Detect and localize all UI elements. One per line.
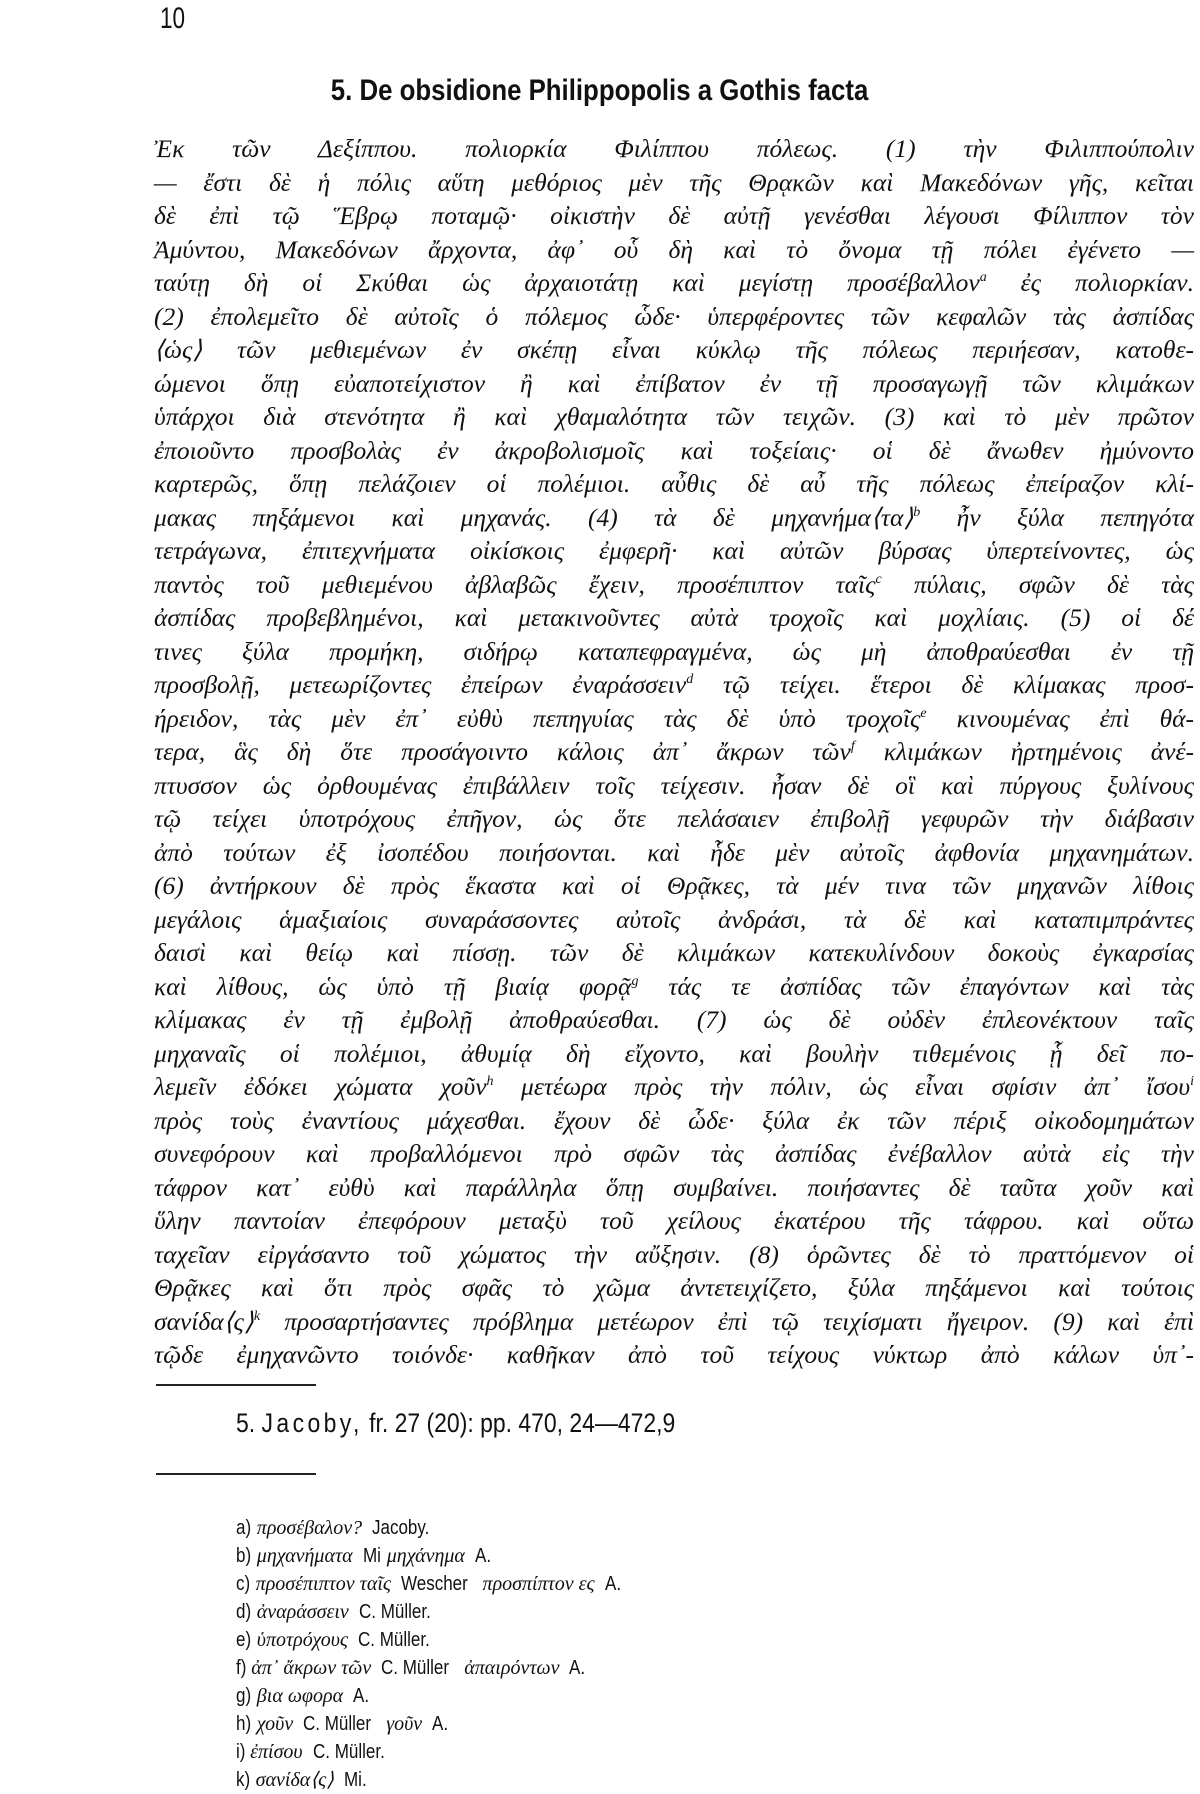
text-line — [154, 1037, 1194, 1071]
text-segment: τῷ τείχει. ἕτεροι δὲ κλίμακας προσ- — [693, 670, 1194, 699]
text-line — [154, 534, 1194, 568]
text-segment: μετέωρα πρὸς τὴν πόλιν, ὡς εἶναι σφίσιν ἀπ᾽ ἴσου — [493, 1072, 1191, 1101]
text-segment: Ἀμύντου, Μακεδόνων ἄρχοντα, ἀφ᾽ οὗ δὴ καὶ τὸ ὄνομα τῇ πόλει ἐγένετο — — [154, 234, 1194, 264]
footnote-source: Mi. — [343, 1769, 367, 1791]
footnote-source: A. — [432, 1713, 449, 1735]
footnote-label: c) — [236, 1573, 251, 1595]
footnote-reading: ὑποτρόχους — [256, 1629, 349, 1651]
text-segment: λεμεῖν ἐδόκει χώματα χοῦν — [154, 1072, 487, 1101]
text-segment: ἀσπίδας προβεβλημένοι, καὶ μετακινοῦντες αὐτὰ τροχοῖς καὶ μοχλίαις. (5) οἱ δέ — [154, 603, 1194, 632]
footnote-source: A. — [604, 1573, 621, 1595]
footnote-label: d) — [236, 1601, 252, 1623]
footnote-reading: χοῦν — [256, 1713, 294, 1735]
footnote-marker: f — [850, 739, 855, 754]
text-segment: — ἔστι δὲ ἡ πόλις αὕτη μεθόριος μὲν τῆς Θρᾳκῶν καὶ Μακεδόνων γῆς, κεῖται — [154, 167, 1194, 197]
footnote-marker: g — [631, 973, 639, 989]
footnote-marker: c — [875, 571, 882, 587]
text-line — [154, 903, 1194, 937]
footnote-source: A. — [569, 1657, 586, 1679]
footnote-reading: βια ωφορα — [256, 1685, 344, 1707]
text-segment: καρτερῶς, ὅπῃ πελάζοιεν οἱ πολέμιοι. αὖθις δὲ αὖ τῆς πόλεως ἐπείραζον κλί- — [154, 469, 1194, 498]
source-author: Jacoby, — [261, 1408, 363, 1438]
text-segment: παντὸς τοῦ μεθιεμένου ἀβλαβῶς ἔχειν, προσέπιπτον ταῖς — [154, 569, 876, 599]
text-segment: δαισὶ καὶ θείῳ καὶ πίσσῃ. τῶν δὲ κλιμάκων κατεκυλίνδουν δοκοὺς ἐγκαρσίας — [154, 938, 1194, 967]
source-reference — [236, 1408, 675, 1439]
text-line — [154, 802, 1194, 836]
footnote-source: Mi — [362, 1545, 381, 1567]
footnote — [236, 1654, 622, 1682]
footnote-label: g) — [236, 1685, 252, 1707]
text-line — [154, 501, 1194, 535]
text-line — [154, 702, 1194, 736]
footnote-marker: d — [686, 672, 694, 687]
footnote-source: Wescher — [401, 1573, 468, 1595]
text-line — [154, 166, 1194, 200]
footnote — [236, 1738, 622, 1766]
footnote-reading: μηχάνημα — [386, 1545, 465, 1567]
text-segment: τινες ξύλα προμήκη, σιδήρῳ καταπεφραγμένα, ὡς μὴ ἀποθραύεσθαι ἐν τῇ — [154, 636, 1194, 666]
text-line — [154, 668, 1194, 702]
text-segment: προσαρτήσαντες πρόβλημα μετέωρον ἐπὶ τῷ τειχίσματι ἤγειρον. (9) καὶ ἐπὶ — [260, 1306, 1194, 1336]
footnote-reading: ἀπαιρόντων — [464, 1657, 560, 1679]
text-segment: κλίμακας ἐν τῇ ἐμβολῇ ἀποθραύεσθαι. (7) ὡς δὲ οὐδὲν ἐπλεονέκτουν ταῖς — [154, 1005, 1194, 1034]
text-segment: τάφρον κατ᾽ εὐθὺ καὶ παράλληλα ὅπῃ συμβαίνει. ποιήσαντες δὲ ταῦτα χοῦν καὶ — [154, 1172, 1194, 1202]
footnote-label: f) — [236, 1657, 247, 1679]
text-line — [154, 132, 1194, 166]
footnote-reading: προσπίπτον ες — [482, 1573, 595, 1595]
text-segment: μηχαναῖς οἱ πολέμιοι, ἀθυμίᾳ δὴ εἴχοντο, καὶ βουλὴν τιθεμένοις ᾗ δεῖ πο- — [154, 1038, 1194, 1068]
footnote — [236, 1570, 622, 1598]
greek-text-body — [154, 132, 1194, 1372]
text-segment: προσβολῇ, μετεωρίζοντες ἐπείρων ἐναράσσειν — [154, 670, 687, 699]
footnote-marker: i — [1190, 1074, 1194, 1089]
footnote-marker: b — [913, 504, 921, 520]
text-segment: κλιμάκων ἠρτημένοις ἀνέ- — [854, 737, 1195, 766]
text-line — [154, 635, 1194, 669]
apparatus-footnotes — [236, 1514, 622, 1794]
text-line — [154, 836, 1194, 870]
text-line — [154, 199, 1194, 233]
text-segment: κινουμένας ἐπὶ θά- — [926, 703, 1194, 733]
footnote-marker: e — [920, 705, 927, 721]
text-line — [154, 869, 1194, 903]
footnote-reading: γοῦν — [386, 1713, 423, 1735]
text-segment: Θρᾷκες καὶ ὅτι πρὸς σφᾶς τὸ χῶμα ἀντετειχίζετο, ξύλα πηξάμενοι καὶ τούτοις — [154, 1273, 1194, 1302]
footnote-label: b) — [236, 1545, 252, 1567]
text-line — [154, 266, 1194, 300]
text-line — [154, 333, 1194, 367]
footnote — [236, 1682, 622, 1710]
text-segment: τῷδε ἐμηχανῶντο τοιόνδε· καθῆκαν ἀπὸ τοῦ τείχους νύκτωρ ἀπὸ κάλων ὑπ᾽- — [154, 1340, 1194, 1369]
text-segment: ἦν ξύλα πεπηγότα — [920, 502, 1194, 532]
footnote-marker: a — [979, 270, 987, 285]
text-segment: τῷ τείχει ὑποτρόχους ἐπῆγον, ὡς ὅτε πελάσαιεν ἐπιβολῇ γεφυρῶν τὴν διάβασιν — [154, 804, 1194, 833]
text-line — [154, 434, 1194, 468]
footnote-reading: ἀναράσσειν — [256, 1601, 349, 1623]
divider — [156, 1473, 316, 1475]
text-line — [154, 1070, 1194, 1104]
text-line — [154, 1238, 1194, 1272]
text-segment: σανίδα⟨ς⟩ — [154, 1306, 254, 1336]
page-number: 10 — [160, 2, 186, 35]
footnote-label: e) — [236, 1629, 252, 1651]
text-segment: ἀπὸ τούτων ἐξ ἰσοπέδου ποιήσονται. καὶ ἧδε μὲν αὐτοῖς ἀφθονία μηχανημάτων. — [154, 837, 1194, 867]
section-title — [0, 74, 1200, 108]
footnote-source: C. Müller. — [312, 1741, 385, 1763]
text-segment: (2) ἐπολεμεῖτο δὲ αὐτοῖς ὁ πόλεμος ὧδε· ὑπερφέροντες τῶν κεφαλῶν τὰς ἀσπίδας — [154, 301, 1194, 331]
footnote-reading: προσέπιπτον ταῖς — [255, 1573, 391, 1595]
footnote-source: A. — [353, 1685, 370, 1707]
text-segment: τερα, ἃς δὴ ὅτε προσάγοιντο κάλοις ἀπ᾽ ἄκρων τῶν — [154, 737, 851, 766]
footnote-reading: προσέβαλον? — [256, 1517, 363, 1539]
text-segment: ώμενοι ὅπῃ εὐαποτείχιστον ἢ καὶ ἐπίβατον ἐν τῇ προσαγωγῇ τῶν κλιμάκων — [154, 368, 1194, 398]
text-segment: ήρειδον, τὰς μὲν ἐπ᾽ εὐθὺ πεπηγυίας τὰς δὲ ὑπὸ τροχοῖς — [154, 703, 921, 733]
text-line — [154, 1305, 1194, 1339]
text-line — [154, 1204, 1194, 1238]
text-line — [154, 400, 1194, 434]
text-line — [154, 936, 1194, 970]
text-line — [154, 300, 1194, 334]
footnote-source: A. — [474, 1545, 492, 1567]
text-segment: ⟨ὡς⟩ τῶν μεθιεμένων ἐν σκέπῃ εἶναι κύκλῳ τῆς πόλεως περιήεσαν, κατοθε- — [154, 335, 1194, 364]
text-line — [154, 1171, 1194, 1205]
divider — [156, 1384, 316, 1386]
footnote-label: a) — [236, 1517, 252, 1539]
footnote-reading: σανίδα⟨ς⟩ — [255, 1769, 334, 1791]
text-line — [154, 601, 1194, 635]
footnote-reading: ἐπίσου — [250, 1741, 303, 1763]
footnote-reading: ἀπ᾽ ἄκρων τῶν — [251, 1657, 372, 1679]
text-line — [154, 568, 1194, 602]
text-segment: ἐποιοῦντο προσβολὰς ἐν ἀκροβολισμοῖς καὶ τοξείαις· οἱ δὲ ἄνωθεν ἠμύνοντο — [154, 435, 1194, 465]
footnote-label: i) — [236, 1741, 246, 1763]
footnote-source: C. Müller. — [358, 1601, 431, 1623]
footnote-source: C. Müller — [303, 1713, 372, 1735]
footnote — [236, 1626, 622, 1654]
footnote-marker: k — [253, 1308, 261, 1324]
text-line — [154, 769, 1194, 803]
footnote-marker: h — [486, 1074, 494, 1089]
text-segment: μεγάλοις ἁμαξιαίοις συναράσσοντες αὐτοῖς ἀνδράσι, τὰ δὲ καὶ καταπιμπράντες — [154, 904, 1194, 934]
text-line — [154, 233, 1194, 267]
text-line — [154, 367, 1194, 401]
text-line — [154, 1137, 1194, 1171]
text-line — [154, 1271, 1194, 1305]
text-segment: τετράγωνα, ἐπιτεχνήματα οἰκίσκοις ἐμφερῆ· καὶ αὐτῶν βύρσας ὑπερτείνοντες, ὡς — [154, 536, 1194, 565]
footnote — [236, 1542, 622, 1570]
text-line — [154, 1338, 1194, 1372]
source-number: 5. — [236, 1408, 256, 1438]
footnote-reading: μηχανήματα — [256, 1545, 353, 1567]
text-line — [154, 735, 1194, 769]
text-line — [154, 1104, 1194, 1138]
footnote — [236, 1514, 622, 1542]
footnote — [236, 1598, 622, 1626]
text-segment: πτυσσον ὡς ὀρθουμένας ἐπιβάλλειν τοῖς τείχεσιν. ἦσαν δὲ οἳ καὶ πύργους ξυλίνους — [154, 770, 1194, 800]
footnote-label: h) — [236, 1713, 252, 1735]
footnote-source: C. Müller. — [358, 1629, 430, 1651]
text-line — [154, 467, 1194, 501]
text-segment: Ἐκ τῶν Δεξίππου. πολιορκία Φιλίππου πόλεως. (1) τὴν Φιλιππούπολιν — [154, 134, 1194, 163]
text-line — [154, 1003, 1194, 1037]
text-line — [154, 970, 1194, 1004]
section-title-text: 5. De obsidione Philippopolis a Gothis facta — [331, 74, 869, 107]
text-segment: συνεφόρουν καὶ προβαλλόμενοι πρὸ σφῶν τὰς ἀσπίδας ἐνέβαλλον αὐτὰ εἰς τὴν — [154, 1139, 1194, 1168]
footnote-label: k) — [236, 1769, 251, 1791]
text-segment: ταχεῖαν εἰργάσαντο τοῦ χώματος τὴν αὔξησιν. (8) ὁρῶντες δὲ τὸ πραττόμενον οἱ — [154, 1239, 1194, 1269]
text-segment: ὑπάρχοι διὰ στενότητα ἢ καὶ χθαμαλότητα τῶν τειχῶν. (3) καὶ τὸ μὲν πρῶτον — [154, 402, 1194, 431]
text-segment: καὶ λίθους, ὡς ὑπὸ τῇ βιαίᾳ φορᾷ — [154, 971, 632, 1001]
text-segment: ὕλην παντοίαν ἐπεφόρουν μεταξὺ τοῦ χείλους ἑκατέρου τῆς τάφρου. καὶ οὕτω — [154, 1206, 1194, 1235]
text-segment: ἐς πολιορκίαν. — [986, 268, 1195, 297]
source-ref: fr. 27 (20): pp. 470, 24—472,9 — [369, 1408, 676, 1438]
text-segment: δὲ ἐπὶ τῷ Ἕβρῳ ποταμῷ· οἰκιστὴν δὲ αὐτῇ γενέσθαι λέγουσι Φίλιππον τὸν — [154, 201, 1194, 230]
text-segment: πρὸς τοὺς ἐναντίους μάχεσθαι. ἔχουν δὲ ὧδε· ξύλα ἐκ τῶν πέριξ οἰκοδομημάτων — [154, 1105, 1194, 1135]
text-segment: τάς τε ἀσπίδας τῶν ἐπαγόντων καὶ τὰς — [638, 971, 1194, 1001]
text-segment: (6) ἀντήρκουν δὲ πρὸς ἕκαστα καὶ οἱ Θρᾷκες, τὰ μέν τινα τῶν μηχανῶν λίθοις — [154, 871, 1194, 900]
text-segment: μακας πηξάμενοι καὶ μηχανάς. (4) τὰ δὲ μηχανήμα⟨τα⟩ — [154, 502, 914, 532]
footnote — [236, 1710, 622, 1738]
text-segment: ταύτῃ δὴ οἱ Σκύθαι ὡς ἀρχαιοτάτῃ καὶ μεγίστῃ προσέβαλλον — [154, 268, 980, 297]
footnote-source: Jacoby. — [372, 1517, 430, 1539]
text-segment: πύλαις, σφῶν δὲ τὰς — [881, 569, 1194, 599]
footnote-source: C. Müller — [381, 1657, 450, 1679]
